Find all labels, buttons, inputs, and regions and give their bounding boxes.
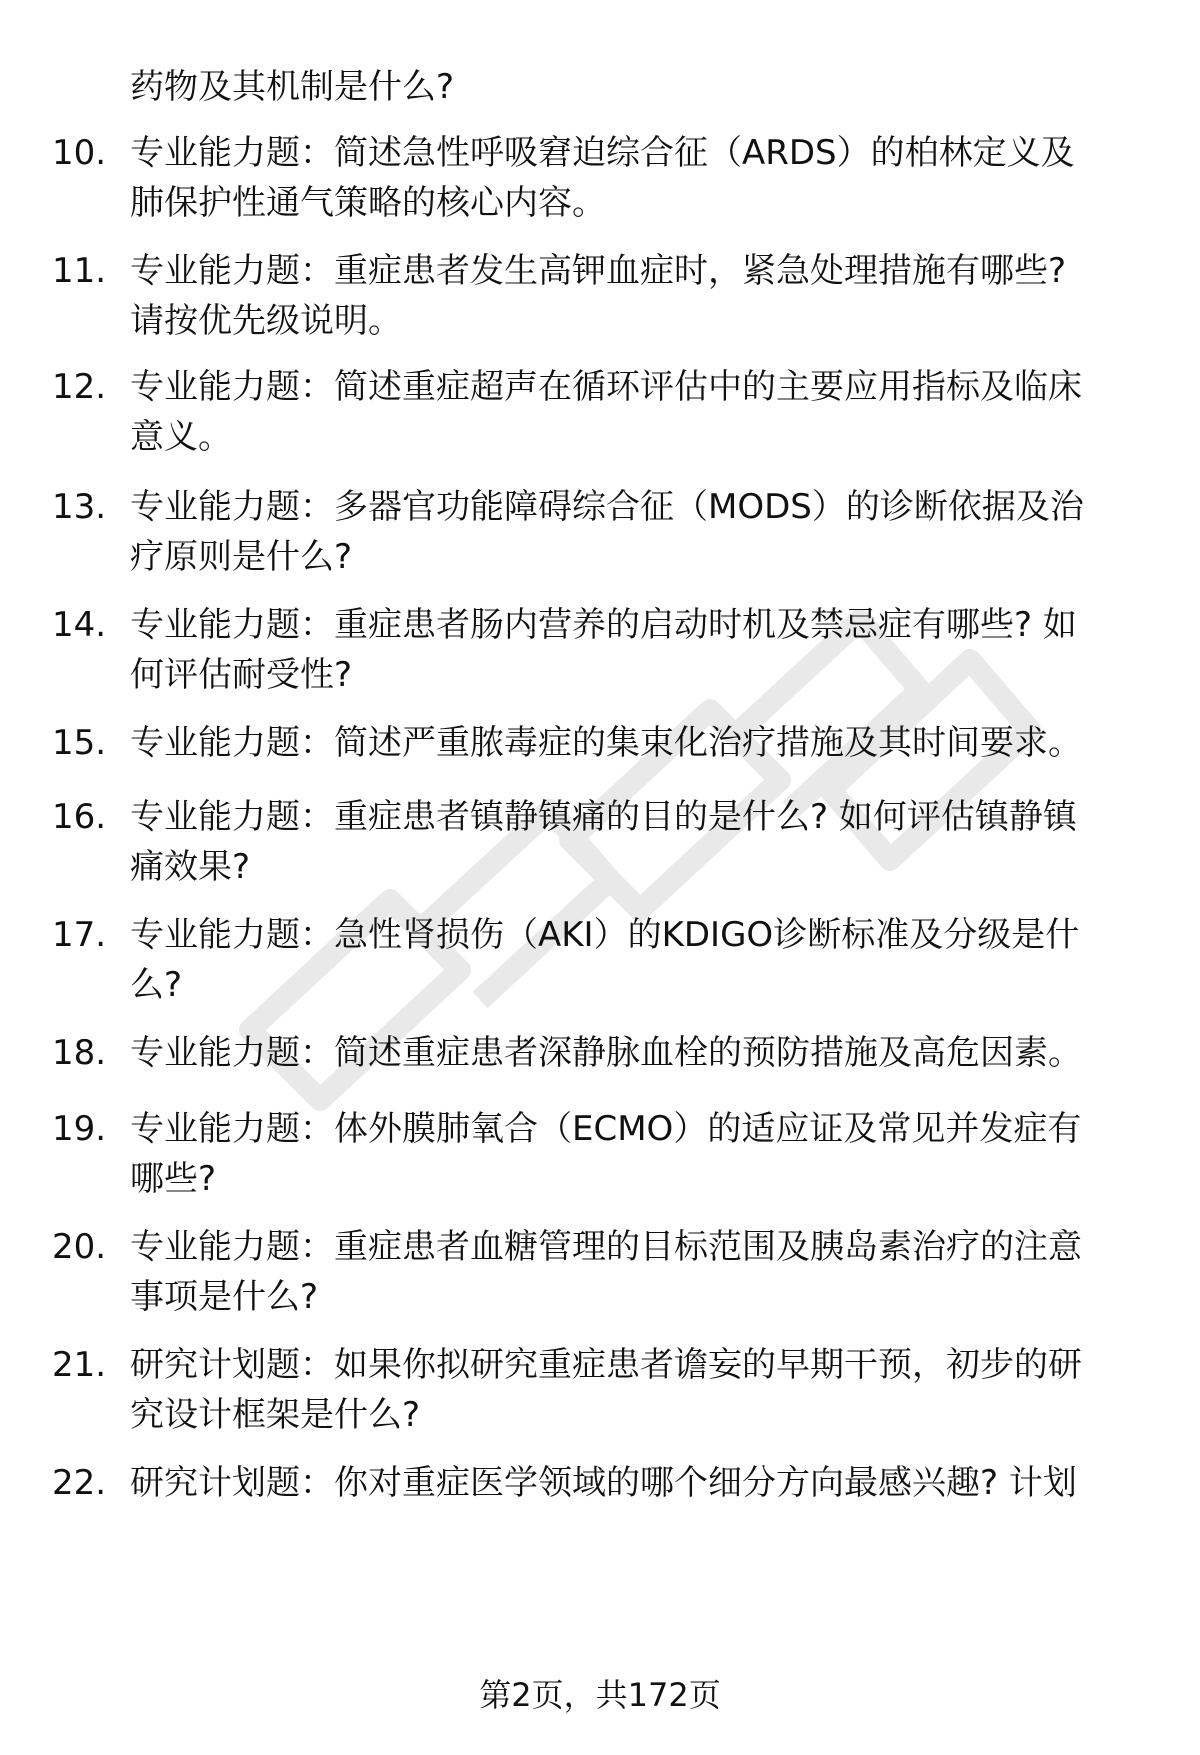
question-line: 专业能力题：重症患者血糖管理的目标范围及胰岛素治疗的注意 — [130, 1227, 1082, 1267]
question-line: 专业能力题：多器官功能障碍综合征（MODS）的诊断依据及治 — [130, 487, 1084, 527]
question-line: 专业能力题：重症患者发生高钾血症时，紧急处理措施有哪些? — [130, 251, 1067, 291]
question-text — [130, 1222, 1140, 1322]
question-number: 16. — [52, 797, 107, 837]
question-line: 专业能力题：体外膜肺氧合（ECMO）的适应证及常见并发症有 — [130, 1109, 1082, 1149]
question-text — [130, 1104, 1140, 1204]
question-line: 痛效果? — [130, 847, 251, 887]
question-line: 专业能力题：重症患者镇静镇痛的目的是什么? 如何评估镇静镇 — [130, 797, 1077, 837]
question-line: 何评估耐受性? — [130, 655, 353, 695]
question-line: 事项是什么? — [130, 1277, 319, 1317]
question-line: 请按优先级说明。 — [130, 301, 402, 341]
question-number: 10. — [52, 133, 107, 173]
question-line: 专业能力题：简述重症超声在循环评估中的主要应用指标及临床 — [130, 367, 1082, 407]
question-text — [130, 246, 1140, 346]
question-text — [130, 128, 1140, 228]
question-number: 20. — [52, 1227, 107, 1267]
question-text — [130, 482, 1140, 582]
question-line: 专业能力题：简述严重脓毒症的集束化治疗措施及其时间要求。 — [130, 723, 1082, 763]
question-line: 研究计划题：如果你拟研究重症患者谵妄的早期干预，初步的研 — [130, 1345, 1082, 1385]
question-text — [130, 362, 1140, 462]
continuation-line: 药物及其机制是什么? — [130, 67, 455, 107]
question-number: 22. — [52, 1463, 107, 1503]
question-number: 19. — [52, 1109, 107, 1149]
question-text — [130, 600, 1140, 700]
question-line: 专业能力题：简述急性呼吸窘迫综合征（ARDS）的柏林定义及 — [130, 133, 1075, 173]
question-number: 14. — [52, 605, 107, 645]
question-line: 意义。 — [130, 417, 232, 457]
question-text — [130, 1028, 1140, 1078]
question-number: 15. — [52, 723, 107, 763]
question-line: 专业能力题：简述重症患者深静脉血栓的预防措施及高危因素。 — [130, 1033, 1082, 1073]
page-footer: 第2页，共172页 — [479, 1676, 721, 1714]
question-text — [130, 718, 1140, 768]
question-line: 肺保护性通气策略的核心内容。 — [130, 183, 606, 223]
question-number: 17. — [52, 915, 107, 955]
question-number: 18. — [52, 1033, 107, 1073]
question-text — [130, 1458, 1140, 1508]
question-line: 专业能力题：重症患者肠内营养的启动时机及禁忌症有哪些? 如 — [130, 605, 1077, 645]
question-number: 13. — [52, 487, 107, 527]
question-line: 么? — [130, 965, 183, 1005]
question-line: 专业能力题：急性肾损伤（AKI）的KDIGO诊断标准及分级是什 — [130, 915, 1080, 955]
question-text — [130, 1340, 1140, 1440]
question-number: 11. — [52, 251, 107, 291]
question-text — [130, 792, 1140, 892]
question-line: 研究计划题：你对重症医学领域的哪个细分方向最感兴趣? 计划 — [130, 1463, 1077, 1503]
question-line: 哪些? — [130, 1159, 217, 1199]
question-line: 究设计框架是什么? — [130, 1395, 421, 1435]
question-number: 21. — [52, 1345, 107, 1385]
question-number: 12. — [52, 367, 107, 407]
question-line: 疗原则是什么? — [130, 537, 353, 577]
question-text — [130, 910, 1140, 1010]
